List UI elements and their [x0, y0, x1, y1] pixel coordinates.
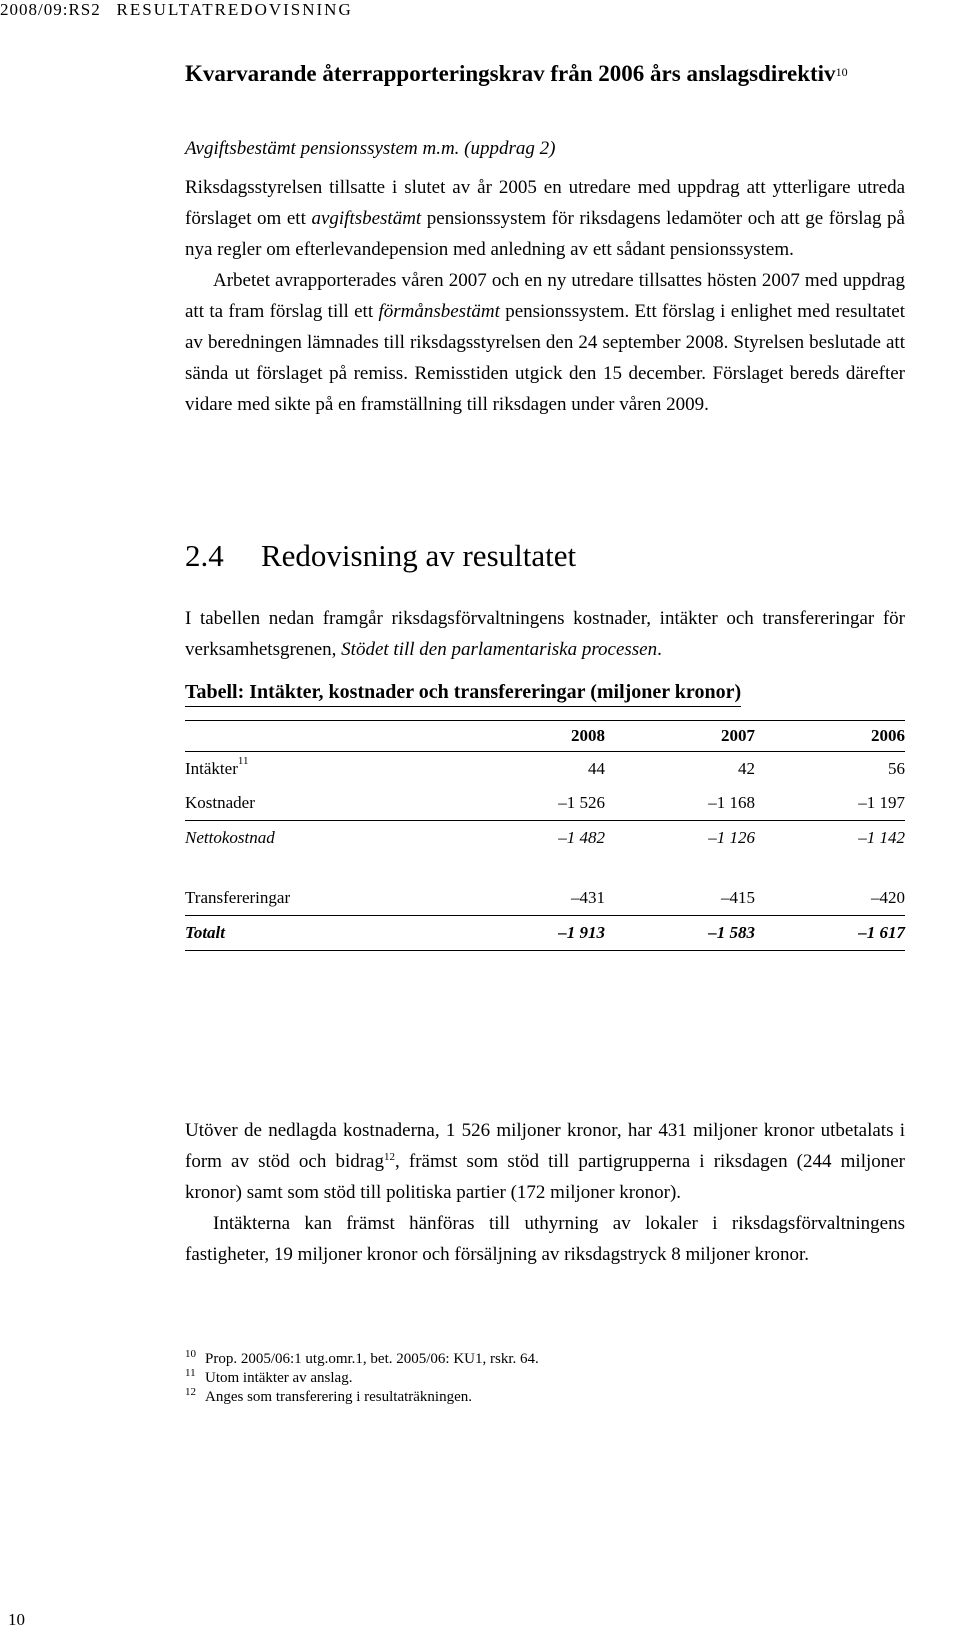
body-paragraphs-2 — [185, 1115, 905, 1270]
section-name: RESULTATREDOVISNING — [116, 0, 353, 19]
section-heading — [185, 538, 576, 574]
footnote-mark: 12 — [384, 1151, 395, 1163]
year-header: 2007 — [605, 721, 755, 752]
subheading: Avgiftsbestämt pensionssystem m.m. (uppdrag 2) — [185, 138, 556, 159]
table-cell: –1 197 — [755, 786, 905, 821]
paragraph-5: Intäkterna kan främst hänföras till uthyrning av lokaler i riksdagsförvaltningens fastigheter, 19 miljoner kronor och försäljning av riksdagstryck 8 miljoner kronor. — [185, 1213, 905, 1265]
heading-footnote-mark: 10 — [835, 65, 848, 79]
table-title: Tabell: Intäkter, kostnader och transfereringar (miljoner kronor) — [185, 681, 741, 707]
table-row — [185, 786, 905, 821]
paragraph-4: Utöver de nedlagda kostnaderna, 1 526 miljoner kronor, har 431 miljoner kronor utbetalats i form av stöd och bidrag$^{12}$, främst som stöd till partigrupperna i riksdagen (244 miljoner kronor) samt som stöd till politiska partier (172 miljoner kronor). — [185, 1120, 906, 1203]
year-header: 2008 — [455, 721, 605, 752]
table-header-row — [185, 721, 905, 752]
table-cell: –415 — [605, 881, 755, 916]
row-label: Intäkter — [185, 759, 238, 778]
table-cell: –1 168 — [605, 786, 755, 821]
footnote: 10 Prop. 2005/06:1 utg.omr.1, bet. 2005/06: KU1, rskr. 64. — [185, 1348, 539, 1367]
table-cell: –1 482 — [558, 828, 605, 847]
heading-title — [185, 60, 905, 88]
row-label: Nettokostnad — [185, 828, 275, 847]
table-cell: –1 142 — [858, 828, 905, 847]
table-row — [185, 752, 905, 787]
table-cell: –1 617 — [755, 916, 905, 951]
document-id: 2008/09:RS2 — [0, 0, 101, 19]
table-cell: 42 — [738, 759, 755, 778]
row-label: Totalt — [185, 916, 455, 951]
section-number: 2.4 — [185, 538, 224, 573]
table-row — [185, 881, 905, 916]
page-number: 10 — [8, 1610, 25, 1629]
table-cell: –431 — [455, 881, 605, 916]
table-cell: –1 126 — [708, 828, 755, 847]
table-spacer — [185, 855, 905, 881]
table-cell: –1 526 — [455, 786, 605, 821]
section-title: Redovisning av resultatet — [261, 538, 577, 573]
paragraph-1: Riksdagsstyrelsen tillsatte i slutet av år 2005 en utredare med uppdrag att ytterligare utreda förslaget om ett avgiftsbestämt pensionssystem för riksdagens ledamöter och att ge förslag på nya regler om efterlevandepension med anledning av ett sådant pensionssystem. — [185, 177, 905, 260]
table-cell: –1 913 — [455, 916, 605, 951]
heading-text: Kvarvarande återrapporteringskrav från 2006 års anslagsdirektiv — [185, 61, 836, 86]
row-label: Kostnader — [185, 786, 455, 821]
footnote: 12 Anges som transferering i resultaträkningen. — [185, 1386, 473, 1405]
table-cell: –1 583 — [605, 916, 755, 951]
results-table — [185, 720, 905, 951]
page-header — [0, 0, 353, 20]
footnote-mark: 11 — [237, 755, 249, 767]
paragraph-2: Arbetet avrapporterades våren 2007 och en ny utredare tillsattes hösten 2007 med uppdrag att ta fram förslag till ett förmånsbestämt pensionssystem. Ett förslag i enlighet med resultatet av beredningen lämnades till riksdagsstyrelsen den 24 september 2008. Styrelsen beslutade att sända ut förslaget på remiss. Remisstiden utgick den 15 december. Förslaget bereds därefter vidare med sikte på en framställning till riksdagen under våren 2009. — [185, 270, 905, 415]
footnote: 11 Utom intäkter av anslag. — [185, 1367, 353, 1386]
year-header: 2006 — [755, 721, 905, 752]
table-cell: 56 — [888, 759, 905, 778]
table-cell: 44 — [588, 759, 605, 778]
table-row — [185, 916, 905, 951]
table-cell: –420 — [755, 881, 905, 916]
body-paragraphs-1 — [185, 172, 905, 420]
footnotes — [185, 1350, 539, 1407]
table-row — [185, 821, 905, 856]
paragraph-3: I tabellen nedan framgår riksdagsförvaltningens kostnader, intäkter och transfereringar för verksamhetsgrenen, Stödet till den parlamentariska processen. — [185, 608, 905, 660]
row-label: Transfereringar — [185, 881, 455, 916]
